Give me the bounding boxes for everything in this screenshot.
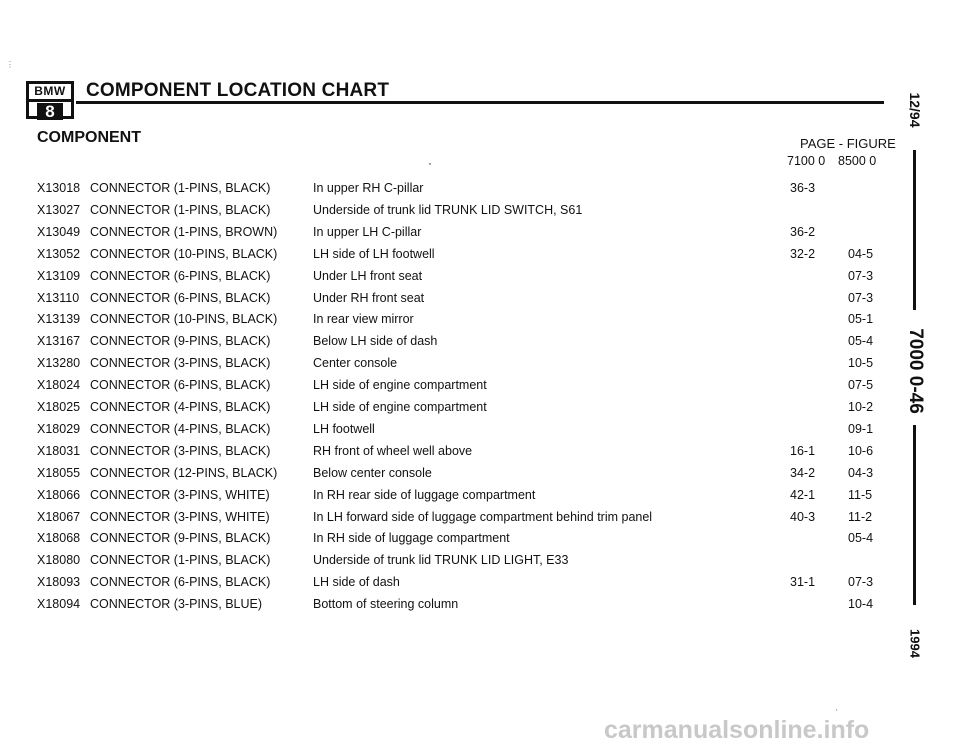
page-8500-figure: 10-6 xyxy=(848,443,874,458)
component-description: CONNECTOR (9-PINS, BLACK) xyxy=(90,334,271,349)
page-8500-figure: 05-4 xyxy=(848,531,874,546)
component-description: CONNECTOR (3-PINS, BLUE) xyxy=(90,597,263,612)
watermark: carmanualsonline.info xyxy=(604,716,870,744)
component-code: X18093 xyxy=(37,575,81,590)
component-description: CONNECTOR (1-PINS, BLACK) xyxy=(90,202,271,217)
component-column-header: COMPONENT xyxy=(37,129,141,146)
component-code: X13110 xyxy=(37,290,80,305)
page-8500-figure: 07-3 xyxy=(848,575,874,590)
component-description: CONNECTOR (6-PINS, BLACK) xyxy=(90,575,271,590)
page-8500-figure: 04-5 xyxy=(848,246,874,261)
component-location: In rear view mirror xyxy=(313,312,414,327)
table-row xyxy=(0,334,960,355)
table-row xyxy=(0,510,960,531)
component-location: In upper LH C-pillar xyxy=(313,224,422,239)
component-code: X18029 xyxy=(37,421,81,436)
component-description: CONNECTOR (3-PINS, BLACK) xyxy=(90,356,271,371)
page-7100-figure: 32-2 xyxy=(790,246,816,261)
component-location: In LH forward side of luggage compartment behind trim panel xyxy=(313,509,653,524)
component-code: X13280 xyxy=(37,356,81,371)
component-description: CONNECTOR (10-PINS, BLACK) xyxy=(90,312,278,327)
component-code: X13049 xyxy=(37,224,81,239)
table-row xyxy=(0,488,960,509)
side-rail-upper xyxy=(913,150,916,310)
component-code: X18094 xyxy=(37,597,81,612)
component-code: X18066 xyxy=(37,487,81,502)
component-location: LH side of LH footwell xyxy=(313,246,435,261)
component-description: CONNECTOR (1-PINS, BLACK) xyxy=(90,553,271,568)
table-row xyxy=(0,378,960,399)
component-code: X18067 xyxy=(37,509,81,524)
component-code: X13167 xyxy=(37,334,81,349)
component-location: Underside of trunk lid TRUNK LID LIGHT, E33 xyxy=(313,553,569,568)
page-7100-figure: 16-1 xyxy=(790,443,816,458)
page-8500-figure: 05-4 xyxy=(848,334,874,349)
component-location: Center console xyxy=(313,356,398,371)
component-location: In upper RH C-pillar xyxy=(313,181,424,195)
component-description: CONNECTOR (6-PINS, BLACK) xyxy=(90,290,271,305)
component-code: X13018 xyxy=(37,181,81,195)
page-8500-figure: 10-2 xyxy=(848,400,874,414)
page-figure-header: PAGE - FIGURE xyxy=(800,136,896,151)
table-row xyxy=(0,444,960,465)
component-description: CONNECTOR (10-PINS, BLACK) xyxy=(90,246,278,261)
page-8500-figure: 07-3 xyxy=(848,290,874,305)
component-code: X13027 xyxy=(37,202,81,217)
component-description: CONNECTOR (12-PINS, BLACK) xyxy=(90,465,278,480)
page-8500-figure: 11-5 xyxy=(848,487,873,502)
component-location: LH side of engine compartment xyxy=(313,400,487,414)
component-description: CONNECTOR (6-PINS, BLACK) xyxy=(90,268,271,283)
table-row xyxy=(0,400,960,421)
component-code: X13052 xyxy=(37,246,81,261)
title-rule xyxy=(76,101,884,104)
margin-mark: ⋮ xyxy=(6,60,14,69)
table-row xyxy=(0,575,960,596)
component-description: CONNECTOR (3-PINS, WHITE) xyxy=(90,487,270,502)
page-8500-figure: 10-5 xyxy=(848,356,874,371)
component-location: LH side of dash xyxy=(313,575,400,590)
footer-mark: ' xyxy=(836,708,838,717)
table-row xyxy=(0,356,960,377)
page-title: COMPONENT LOCATION CHART xyxy=(86,80,390,101)
component-location: LH footwell xyxy=(313,421,375,436)
page-7100-figure: 36-3 xyxy=(790,181,816,195)
component-description: CONNECTOR (1-PINS, BROWN) xyxy=(90,224,278,239)
page-8500-figure: 09-1 xyxy=(848,421,874,436)
side-date: 12/94 xyxy=(907,92,923,128)
page-8500-figure: 04-3 xyxy=(848,465,874,480)
table-row xyxy=(0,291,960,312)
component-location: Below center console xyxy=(313,465,432,480)
component-code: X18080 xyxy=(37,553,81,568)
component-description: CONNECTOR (3-PINS, BLACK) xyxy=(90,443,271,458)
table-row xyxy=(0,312,960,333)
stray-dot: · xyxy=(428,156,432,170)
side-year: 1994 xyxy=(907,629,923,658)
logo-brand: BMW xyxy=(29,84,71,102)
component-description: CONNECTOR (1-PINS, BLACK) xyxy=(90,181,271,195)
component-location: Below LH side of dash xyxy=(313,334,438,349)
page-8500-figure: 11-2 xyxy=(848,509,873,524)
component-description: CONNECTOR (9-PINS, BLACK) xyxy=(90,531,271,546)
page-8500-figure: 07-3 xyxy=(848,268,874,283)
component-code: X18025 xyxy=(37,400,81,414)
page-7100-figure: 34-2 xyxy=(790,465,816,480)
component-code: X18068 xyxy=(37,531,81,546)
table-row xyxy=(0,181,960,202)
table-row xyxy=(0,466,960,487)
component-code: X13109 xyxy=(37,268,81,283)
component-description: CONNECTOR (6-PINS, BLACK) xyxy=(90,378,271,393)
page-7100-figure: 31-1 xyxy=(790,575,816,590)
page-8500-figure: 07-5 xyxy=(848,378,874,393)
page-7100-figure: 40-3 xyxy=(790,509,816,524)
table-row xyxy=(0,225,960,246)
bmw-8-series-logo xyxy=(26,81,74,119)
component-code: X18031 xyxy=(37,443,81,458)
component-code: X13139 xyxy=(37,312,81,327)
table-row xyxy=(0,203,960,224)
page-7100-figure: 42-1 xyxy=(790,487,816,502)
component-location: RH front of wheel well above xyxy=(313,443,473,458)
table-row xyxy=(0,531,960,552)
table-row xyxy=(0,269,960,290)
table-row xyxy=(0,597,960,618)
table-row xyxy=(0,247,960,268)
component-description: CONNECTOR (3-PINS, WHITE) xyxy=(90,509,270,524)
component-location: In RH side of luggage compartment xyxy=(313,531,510,546)
component-location: Underside of trunk lid TRUNK LID SWITCH, S61 xyxy=(313,202,583,217)
component-location: In RH rear side of luggage compartment xyxy=(313,487,536,502)
page-column-7100: 7100 0 xyxy=(787,154,826,168)
component-location: Under RH front seat xyxy=(313,290,425,305)
table-row xyxy=(0,422,960,443)
component-code: X18055 xyxy=(37,465,81,480)
component-location: Under LH front seat xyxy=(313,268,423,283)
component-location: LH side of engine compartment xyxy=(313,378,487,393)
table-row xyxy=(0,553,960,574)
side-rail-lower xyxy=(913,425,916,605)
logo-series: 8 xyxy=(37,103,63,120)
side-section-number: 7000 0-46 xyxy=(905,328,926,414)
component-description: CONNECTOR (4-PINS, BLACK) xyxy=(90,421,271,436)
component-location: Bottom of steering column xyxy=(313,597,459,612)
page-8500-figure: 05-1 xyxy=(848,312,874,327)
page-8500-figure: 10-4 xyxy=(848,597,874,612)
component-description: CONNECTOR (4-PINS, BLACK) xyxy=(90,400,271,414)
component-code: X18024 xyxy=(37,378,81,393)
page-7100-figure: 36-2 xyxy=(790,224,816,239)
page-column-8500: 8500 0 xyxy=(838,154,877,168)
